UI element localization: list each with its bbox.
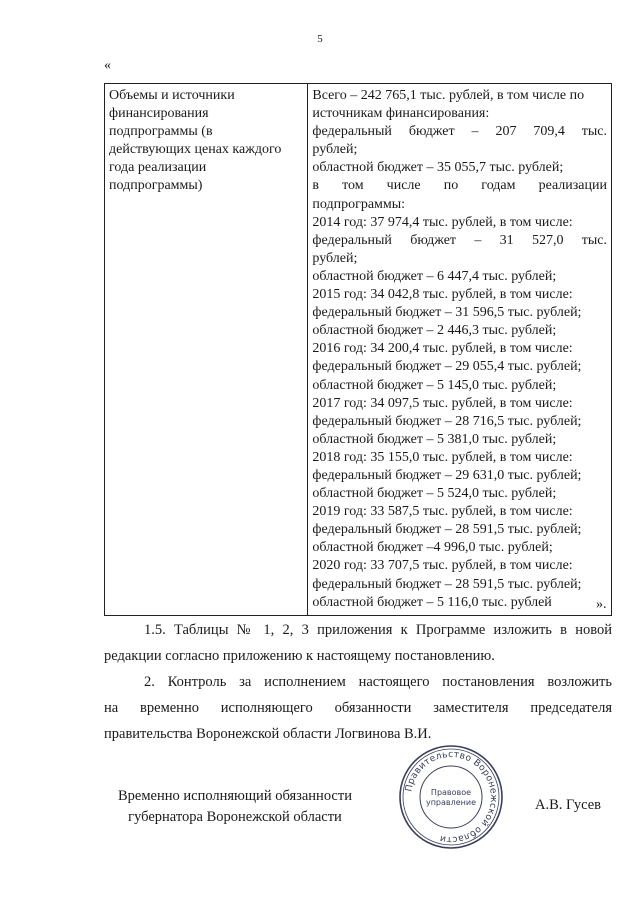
value-line: федеральный бюджет – 28 716,5 тыс. рублей; [312,413,582,429]
value-line: 2018 год: 35 155,0 тыс. рублей, в том числе: [312,449,573,465]
label-line: подпрограммы) [109,178,203,194]
position-line: Временно исполняющий обязанности [118,788,352,804]
value-line: подпрограммы: [312,196,406,212]
value-line: федеральный бюджет – 28 591,5 тыс. рублей; [312,522,582,538]
value-line: федеральный бюджет – 29 055,4 тыс. рублей; [312,359,582,375]
value-line: областной бюджет – 6 447,4 тыс. рублей; [312,268,557,284]
signatory-position [104,786,366,828]
position-line: губернатора Воронежской области [128,809,342,825]
opening-quote: « [104,58,111,73]
value-line: областной бюджет – 5 145,0 тыс. рублей; [312,377,557,393]
value-line: рублей; [312,142,358,158]
value-line: 2019 год: 33 587,5 тыс. рублей, в том числе: [312,504,573,520]
official-stamp [397,743,505,851]
value-line: 2017 год: 34 097,5 тыс. рублей, в том числе: [312,395,573,411]
paragraph-1-5 [104,617,612,669]
table-row [105,84,612,616]
value-line: 2014 год: 37 974,4 тыс. рублей, в том числе: [312,214,573,230]
value-line: областной бюджет – 5 381,0 тыс. рублей; [312,431,557,447]
value-line: в том числе по годам реализации [312,178,607,194]
closing-quote: ». [596,597,607,612]
label-line: действующих ценах каждого [109,142,282,158]
paragraph-line: 1.5. Таблицы № 1, 2, 3 приложения к Программе изложить в новой [144,622,612,638]
value-line: федеральный бюджет – 31 527,0 тыс. [312,232,607,248]
signatory-name: А.В. Гусев [535,797,601,813]
value-line: Всего – 242 765,1 тыс. рублей, в том числе по [312,88,585,103]
value-line: федеральный бюджет – 31 596,5 тыс. рублей; [312,305,582,321]
table-label-cell [105,84,308,616]
paragraph-line: на временно исполняющего обязанности заместителя председателя [104,700,612,716]
paragraph-line: 2. Контроль за исполнением настоящего постановления возложить [144,674,612,690]
stamp-inner-line: Правовое [430,788,472,797]
value-line: федеральный бюджет – 29 631,0 тыс. рублей; [312,467,582,483]
label-line: финансирования [109,106,209,122]
label-line: года реализации [109,160,207,176]
value-line: 2020 год: 33 707,5 тыс. рублей, в том числе: [312,558,573,574]
stamp-inner-line: управление [425,798,477,807]
value-line: областной бюджет – 5 524,0 тыс. рублей; [312,486,557,502]
value-line: областной бюджет –4 996,0 тыс. рублей; [312,540,553,556]
table-value-cell [308,84,612,616]
value-line: федеральный бюджет – 207 709,4 тыс. [312,124,607,140]
value-line: рублей; [312,250,358,266]
value-line: областной бюджет – 5 116,0 тыс. рублей [312,594,552,610]
label-line: Объемы и источники [109,88,235,103]
value-line: областной бюджет – 2 446,3 тыс. рублей; [312,323,557,339]
stamp-outer-text: Правительство Воронежской области [403,748,500,846]
value-line: областной бюджет – 35 055,7 тыс. рублей; [312,160,564,176]
financing-table [104,83,612,616]
value-line: 2016 год: 34 200,4 тыс. рублей, в том числе: [312,341,573,357]
value-line: федеральный бюджет – 28 591,5 тыс. рублей; [312,576,582,592]
value-line: источникам финансирования: [312,106,490,122]
label-line: подпрограммы (в [109,124,213,140]
value-line: 2015 год: 34 042,8 тыс. рублей, в том числе: [312,287,573,303]
paragraph-line: правительства Воронежской области Логвинова В.И. [104,726,432,742]
paragraph-line: редакции согласно приложению к настоящему постановлению. [104,648,495,664]
page-number: 5 [317,33,323,45]
paragraph-2 [104,669,612,747]
